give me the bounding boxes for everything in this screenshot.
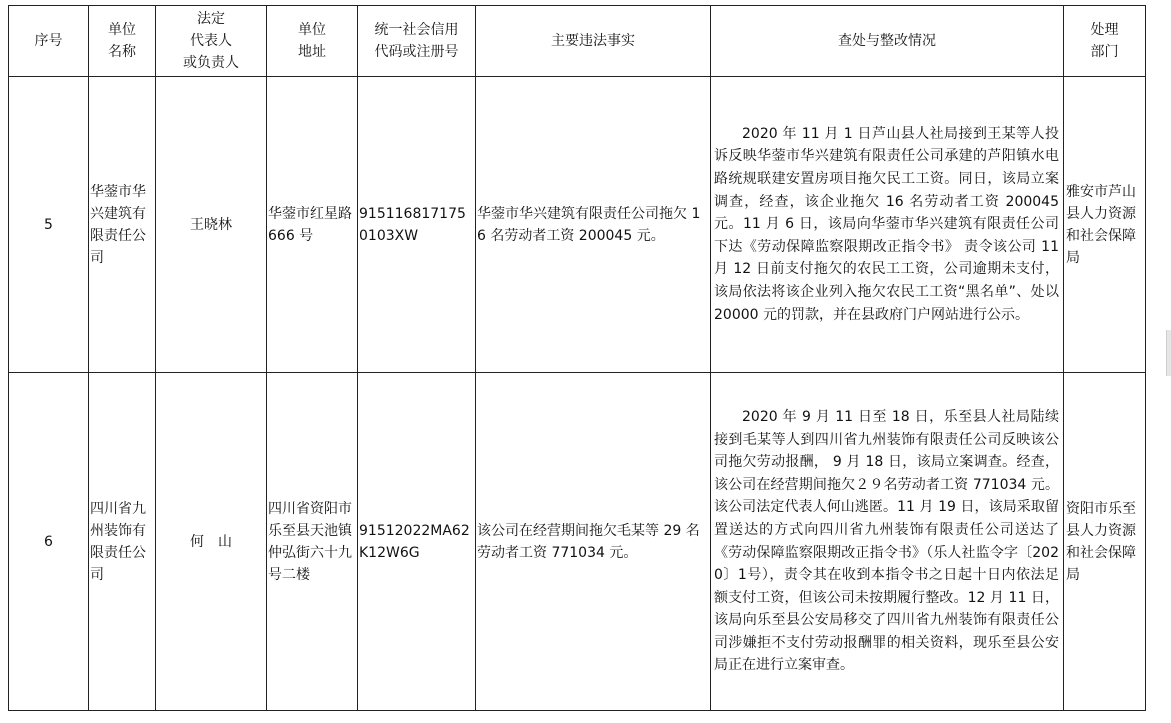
header-credit-code-line1: 统一社会信用 xyxy=(374,22,459,38)
cell-address: 华蓥市红星路 666 号 xyxy=(267,77,358,373)
violation-table xyxy=(8,5,1146,711)
cell-violation: 该公司在经营期间拖欠毛某等 29 名劳动者工资 771034 元。 xyxy=(476,373,711,711)
header-unit-name-line2: 名称 xyxy=(108,44,136,60)
header-legal-rep-line1: 法定 xyxy=(197,11,225,27)
cell-dept: 资阳市乐至县人力资源和社会保障局 xyxy=(1064,373,1146,711)
header-credit-code xyxy=(358,6,476,77)
cell-credit-code: 91512022MA62K12W6G xyxy=(358,373,476,711)
header-handling: 查处与整改情况 xyxy=(711,6,1064,77)
header-address xyxy=(267,6,358,77)
header-dept-line2: 部门 xyxy=(1090,44,1119,60)
cell-unit-name: 华蓥市华兴建筑有限责任公司 xyxy=(89,77,156,373)
table-row xyxy=(9,77,1146,373)
cell-unit-name: 四川省九州装饰有限责任公司 xyxy=(89,373,156,711)
cell-credit-code: 9151168171750103XW xyxy=(358,77,476,373)
cell-handling: 2020 年 11 月 1 日芦山县人社局接到王某等人投诉反映华蓥市华兴建筑有限责任公司承建的芦阳镇水电路统规联建安置房项目拖欠民工工资。同日，该局立案调查，经查，该企业拖欠 16 名劳动者工资 200045 元。11 月 6 日，该局向华蓥市华兴建筑有限责任公司下达《劳动保障监察限期改正指令书》 责令该公司 11 月 12 日前支付拖欠的农民工工资，公司逾期未支付，该局依法将该企业列入拖欠农民工工资“黑名单”、处以 20000 元的罚款，并在县政府门户网站进行公示。 xyxy=(711,77,1064,373)
cell-violation: 华蓥市华兴建筑有限责任公司拖欠 16 名劳动者工资 200045 元。 xyxy=(476,77,711,373)
header-legal-rep xyxy=(156,6,267,77)
cell-legal-rep: 何 山 xyxy=(156,373,267,711)
header-unit-name-line1: 单位 xyxy=(108,22,136,38)
header-credit-code-line2: 代码或注册号 xyxy=(374,44,459,60)
header-address-line2: 地址 xyxy=(298,44,326,60)
header-legal-rep-line2: 代表人 xyxy=(190,33,232,49)
cell-dept: 雅安市芦山县人力资源和社会保障局 xyxy=(1064,77,1146,373)
header-address-line1: 单位 xyxy=(298,22,326,38)
header-dept-line1: 处理 xyxy=(1090,22,1119,38)
cell-handling: 2020 年 9 月 11 日至 18 日，乐至县人社局陆续接到毛某等人到四川省九州装饰有限责任公司反映该公司拖欠劳动报酬， 9 月 18 日，该局立案调查。经查，该公司在经营期间拖欠２９名劳动者工资 771034 元。该公司法定代表人何山逃匿。11 月 19 日，该局采取留置送达的方式向四川省九州装饰有限责任公司送达了《劳动保障监察限期改正指令书》（乐人社监令字〔2020〕1号），责令其在收到本指令书之日起十日内依法足额支付工资，但该公司未按期履行整改。12 月 11 日，该局向乐至县公安局移交了四川省九州装饰有限责任公司涉嫌拒不支付劳动报酬罪的相关资料，现乐至县公安局正在进行立案审查。 xyxy=(711,373,1064,711)
header-legal-rep-line3: 或负责人 xyxy=(183,55,239,71)
cell-seq: 5 xyxy=(9,77,89,373)
header-row xyxy=(9,6,1146,77)
header-violation: 主要违法事实 xyxy=(476,6,711,77)
header-seq: 序号 xyxy=(9,6,89,77)
header-dept xyxy=(1064,6,1146,77)
cell-address: 四川省资阳市乐至县天池镇仲弘街六十九号二楼 xyxy=(267,373,358,711)
table-row xyxy=(9,373,1146,711)
header-unit-name xyxy=(89,6,156,77)
page-edge-marker xyxy=(1166,330,1171,376)
cell-legal-rep: 王晓林 xyxy=(156,77,267,373)
cell-seq: 6 xyxy=(9,373,89,711)
